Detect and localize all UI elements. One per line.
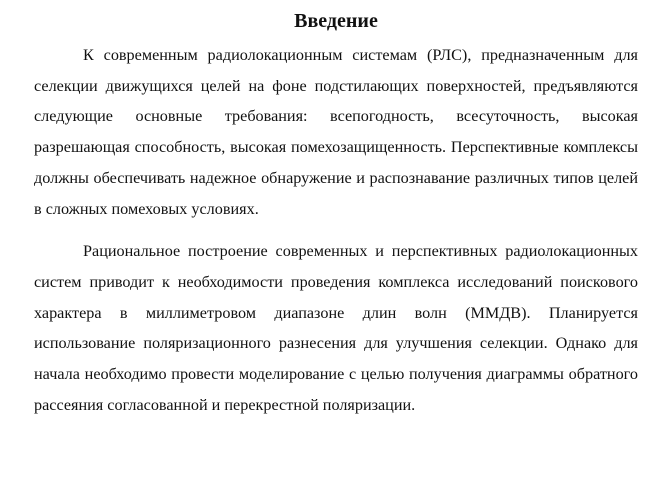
paragraph-2: Рациональное построение современных и перспективных радиолокационных систем приводит к необходимости проведения комплекса исследований поискового характера в миллиметровом диапазоне длин волн (ММДВ). Планируется использование поляризационного разнесения для улучшения селекции. Однако для начала необходимо провести моделирование с целью получения диаграммы обратного рассеяния согласованной и перекрестной поляризации. [34, 242, 638, 414]
paragraph-1: К современным радиолокационным системам (РЛС), предназначенным для селекции движущихся целей на фоне подстилающих поверхностей, предъявляются следующие основные требования: всепогодность, всесуточность, высокая разрешающая способность, высокая помехозащищенность. Перспективные комплексы должны обеспечивать надежное обнаружение и распознавание различных типов целей в сложных помеховых условиях. [34, 46, 638, 218]
section-title: Введение [294, 10, 378, 32]
